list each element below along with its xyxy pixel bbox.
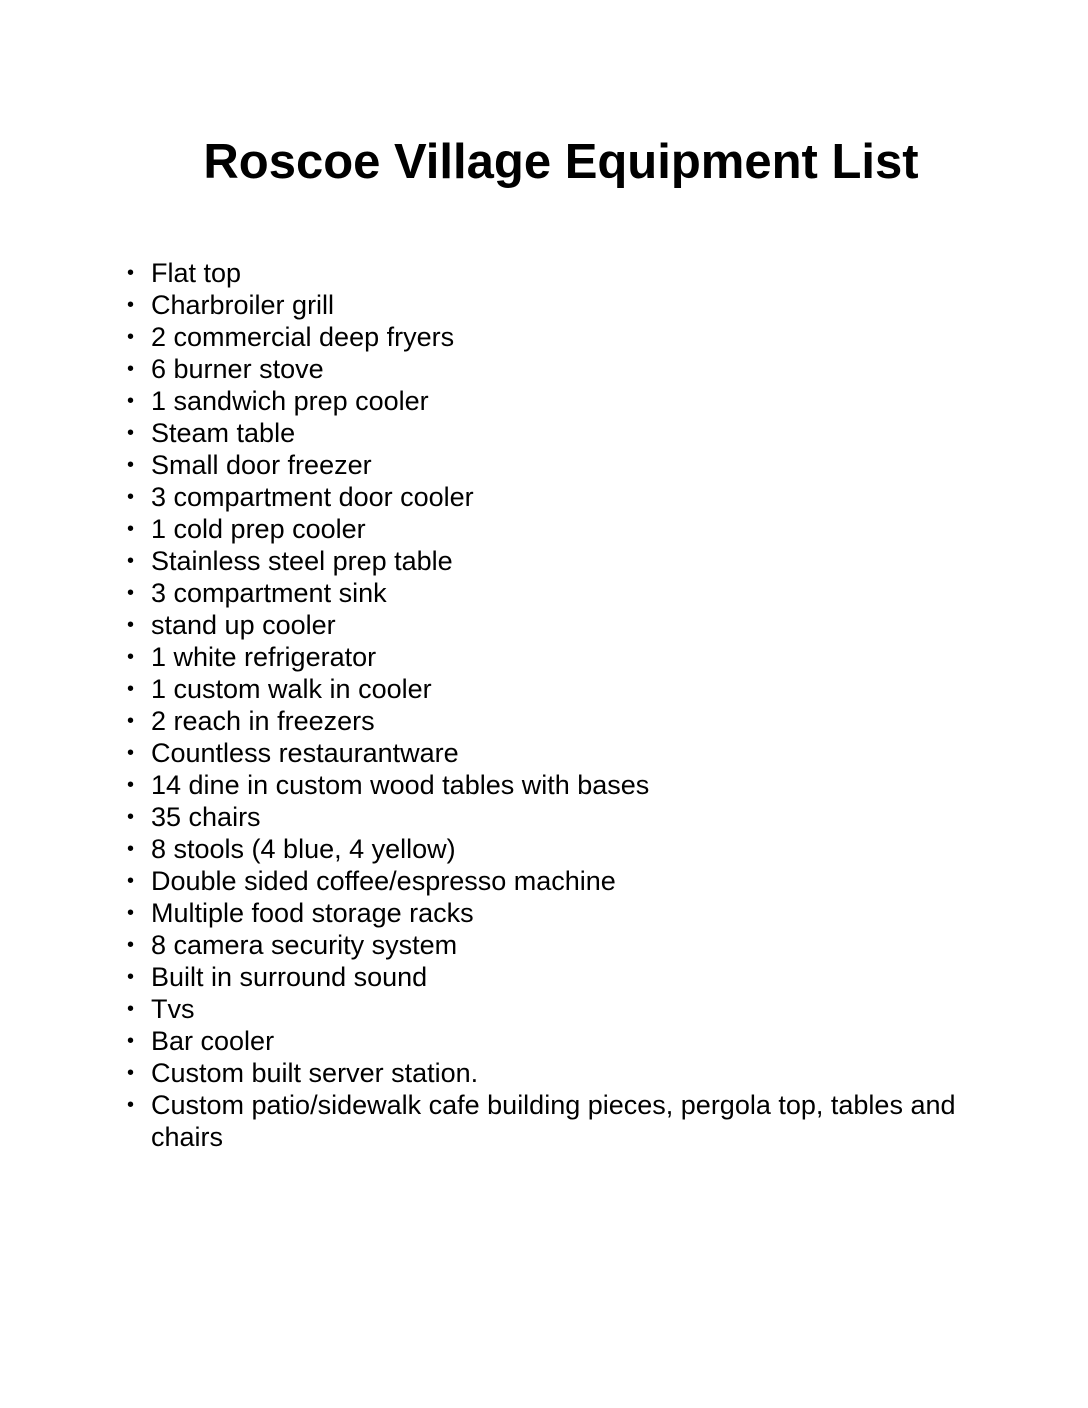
list-item: [127, 385, 1011, 417]
list-item: [127, 417, 1011, 449]
list-item: [127, 353, 1011, 385]
bullet-icon: •: [127, 422, 135, 444]
bullet-icon: •: [127, 838, 135, 860]
bullet-icon: •: [127, 358, 135, 380]
list-item: [127, 705, 1011, 737]
document-title: Roscoe Village Equipment List: [203, 135, 919, 189]
list-item-text: Multiple food storage racks: [151, 898, 474, 928]
bullet-icon: •: [127, 966, 135, 988]
list-item: [127, 289, 1011, 321]
bullet-icon: •: [127, 582, 135, 604]
list-item: [127, 1089, 1011, 1153]
list-item: [127, 257, 1011, 289]
list-item-text: Countless restaurantware: [151, 738, 459, 768]
list-item: [127, 801, 1011, 833]
bullet-icon: •: [127, 326, 135, 348]
bullet-icon: •: [127, 1094, 135, 1116]
list-item: [127, 1057, 1011, 1089]
list-item-text: Custom built server station.: [151, 1058, 479, 1088]
list-item-text: 1 sandwich prep cooler: [151, 386, 429, 416]
list-item: [127, 641, 1011, 673]
bullet-icon: •: [127, 646, 135, 668]
bullet-icon: •: [127, 934, 135, 956]
list-item: [127, 481, 1011, 513]
list-item: [127, 897, 1011, 929]
list-item-text: Small door freezer: [151, 450, 372, 480]
list-item-text: Double sided coffee/espresso machine: [151, 866, 616, 896]
list-item: [127, 1025, 1011, 1057]
list-item: [127, 961, 1011, 993]
list-item: [127, 865, 1011, 897]
list-item-text: stand up cooler: [151, 610, 336, 640]
bullet-icon: •: [127, 262, 135, 284]
bullet-icon: •: [127, 902, 135, 924]
bullet-icon: •: [127, 294, 135, 316]
list-item-text: Built in surround sound: [151, 962, 428, 992]
list-item-text: Custom patio/sidewalk cafe building pieces, pergola top, tables and chairs: [151, 1090, 956, 1152]
list-item-text: Charbroiler grill: [151, 290, 335, 320]
list-item: [127, 929, 1011, 961]
bullet-icon: •: [127, 518, 135, 540]
list-item: [127, 545, 1011, 577]
list-item-text: 2 reach in freezers: [151, 706, 375, 736]
bullet-icon: •: [127, 774, 135, 796]
list-item-text: 1 custom walk in cooler: [151, 674, 432, 704]
list-item-text: 3 compartment sink: [151, 578, 387, 608]
bullet-icon: •: [127, 678, 135, 700]
list-item: [127, 513, 1011, 545]
bullet-icon: •: [127, 390, 135, 412]
list-item-text: Bar cooler: [151, 1026, 275, 1056]
bullet-icon: •: [127, 614, 135, 636]
list-item-text: Steam table: [151, 418, 296, 448]
list-item: [127, 833, 1011, 865]
list-item-text: 1 cold prep cooler: [151, 514, 366, 544]
list-item-text: 14 dine in custom wood tables with bases: [151, 770, 650, 800]
list-item: [127, 673, 1011, 705]
bullet-icon: •: [127, 710, 135, 732]
list-item-text: Flat top: [151, 258, 242, 288]
list-item-text: 1 white refrigerator: [151, 642, 377, 672]
list-item-text: 2 commercial deep fryers: [151, 322, 455, 352]
bullet-icon: •: [127, 806, 135, 828]
bullet-icon: •: [127, 454, 135, 476]
bullet-icon: •: [127, 742, 135, 764]
bullet-icon: •: [127, 550, 135, 572]
list-item-text: 6 burner stove: [151, 354, 324, 384]
list-item: [127, 321, 1011, 353]
bullet-icon: •: [127, 1062, 135, 1084]
list-item-text: 35 chairs: [151, 802, 261, 832]
bullet-icon: •: [127, 486, 135, 508]
bullet-icon: •: [127, 998, 135, 1020]
list-item: [127, 769, 1011, 801]
list-item: [127, 577, 1011, 609]
list-item: [127, 449, 1011, 481]
list-item: [127, 609, 1011, 641]
list-item-text: Stainless steel prep table: [151, 546, 453, 576]
list-item: [127, 737, 1011, 769]
bullet-icon: •: [127, 1030, 135, 1052]
list-item: [127, 993, 1011, 1025]
equipment-list: [127, 257, 1011, 1153]
list-item-text: Tvs: [151, 994, 195, 1024]
list-item-text: 8 stools (4 blue, 4 yellow): [151, 834, 456, 864]
list-item-text: 8 camera security system: [151, 930, 458, 960]
bullet-icon: •: [127, 870, 135, 892]
list-item-text: 3 compartment door cooler: [151, 482, 474, 512]
